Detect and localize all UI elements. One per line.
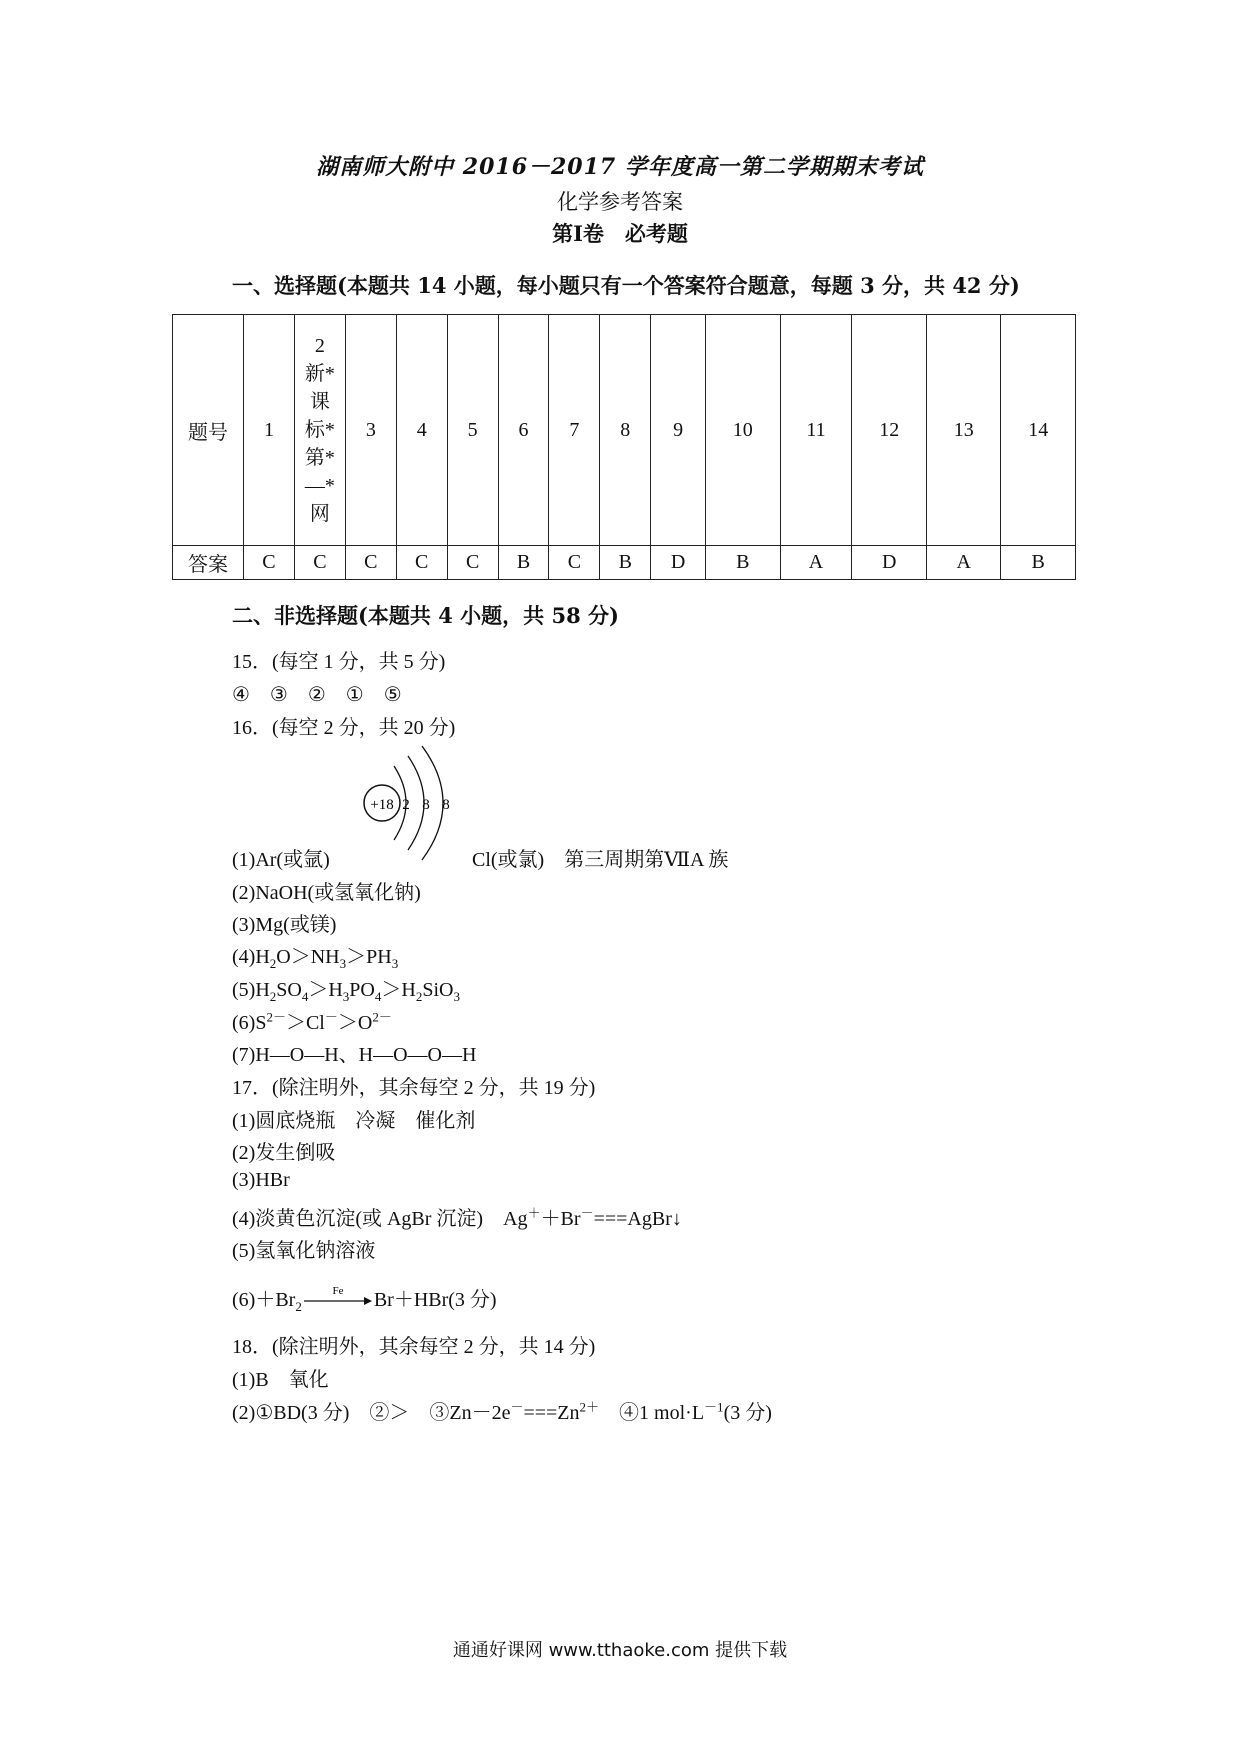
- volume-title: 第Ⅰ卷 必考题: [552, 221, 688, 246]
- answer-cell: D: [852, 546, 927, 580]
- q16-5-answer: $(5)H_2SO_4>H_3PO_4>H_2SiO_3$: [232, 979, 460, 1004]
- q16-6-answer: $(6)S^{2-}>Cl^->O^{2-}$: [232, 1009, 392, 1034]
- q2-char: 第*: [304, 447, 335, 469]
- q2-char: 2: [314, 335, 325, 357]
- answer-label-cell: 答案: [173, 546, 244, 580]
- shell-electron-count: 8: [422, 797, 430, 813]
- q18-heading: 18．(除注明外，其余每空 2 分，共 14 分): [232, 1336, 596, 1358]
- question-number-cell: 10: [706, 315, 781, 546]
- q16-7-answer: (7)H—O—H、H—O—O—H: [232, 1044, 477, 1066]
- question-number-cell: 6: [498, 315, 549, 546]
- answer-cell: B: [498, 546, 549, 580]
- q16-4-answer: $(4)H_2O>NH_3>PH_3$: [232, 946, 399, 971]
- answer-key-subtitle: 化学参考答案: [557, 190, 683, 214]
- q18-1-answer: (1)B 氧化: [232, 1369, 329, 1391]
- question-number-cell: 9: [651, 315, 706, 546]
- q17-5-answer: (5)氢氧化钠溶液: [232, 1240, 376, 1262]
- question-number-cell: 4: [396, 315, 447, 546]
- q16-1-answer-a: (1)Ar(或氩): [232, 849, 330, 871]
- answer-cell: B: [1001, 546, 1076, 580]
- question-number-cell: 3: [345, 315, 396, 546]
- q17-6-answer: $(6)+Br_2$ Fe Br＋HBr(3 分): [232, 1286, 497, 1314]
- question-number-row: [173, 315, 1076, 546]
- q2-char: 新*: [304, 363, 335, 385]
- reaction-arrow: [302, 1286, 374, 1308]
- q2-char: 标*: [304, 419, 335, 441]
- q17-1-answer: (1)圆底烧瓶 冷凝 催化剂: [232, 1110, 476, 1132]
- q17-3-answer: (3)HBr: [232, 1169, 290, 1191]
- argon-atom-structure-diagram: [360, 738, 470, 868]
- nucleus-charge: +18: [370, 797, 394, 813]
- question-number-cell: 14: [1001, 315, 1076, 546]
- answer-cell: C: [244, 546, 295, 580]
- shell-electron-count: 8: [442, 797, 450, 813]
- shell-electron-count: 2: [402, 797, 410, 813]
- answer-cell: B: [600, 546, 651, 580]
- q15-answers: ④ ③ ② ① ⑤: [232, 684, 402, 706]
- q16-heading: 16．(每空 2 分，共 20 分): [232, 717, 456, 739]
- answer-cell: C: [549, 546, 600, 580]
- section1-heading: 一、选择题(本题共 14 小题，每小题只有一个答案符合题意，每题 3 分，共 42 分): [232, 273, 1020, 298]
- question-number-cell: 1: [244, 315, 295, 546]
- answer-cell: B: [706, 546, 781, 580]
- question-number-cell-2: [294, 315, 345, 546]
- q2-char: —*: [304, 475, 335, 497]
- answer-cell: C: [294, 546, 345, 580]
- q16-3-answer: (3)Mg(或镁): [232, 914, 337, 936]
- q17-4-text: (4)淡黄色沉淀(或 AgBr 沉淀): [232, 1208, 484, 1230]
- answer-table: [172, 314, 1076, 580]
- q17-heading: 17．(除注明外，其余每空 2 分，共 19 分): [232, 1077, 596, 1099]
- answer-cell: C: [396, 546, 447, 580]
- q2-char: 网: [309, 503, 330, 525]
- q17-4-answer: (4)淡黄色沉淀(或 AgBr 沉淀) Ag＋＋Br－===AgBr↓: [232, 1205, 682, 1230]
- question-number-cell: 7: [549, 315, 600, 546]
- answer-cell: A: [780, 546, 852, 580]
- section2-heading: 二、非选择题(本题共 4 小题，共 58 分): [232, 603, 619, 628]
- q18-2-answer: (2)①BD(3 分) ②＞ $③Zn-2e^-===Zn^{2+}$ ④1 $mol\cdot L^{-1}(3$ 分): [232, 1399, 772, 1424]
- q16-2-answer: (2)NaOH(或氢氧化钠): [232, 882, 421, 904]
- q17-2-answer: (2)发生倒吸: [232, 1142, 336, 1164]
- question-label-cell: 题号: [173, 315, 244, 546]
- question-number-cell: 13: [926, 315, 1001, 546]
- q2-char: 课: [309, 391, 330, 413]
- answer-cell: C: [345, 546, 396, 580]
- answer-cell: A: [926, 546, 1001, 580]
- question-number-cell: 5: [447, 315, 498, 546]
- question-number-cell: 8: [600, 315, 651, 546]
- question-number-cell: 11: [780, 315, 852, 546]
- answer-cell: D: [651, 546, 706, 580]
- q15-heading: 15．(每空 1 分，共 5 分): [232, 651, 446, 673]
- question-number-cell: 12: [852, 315, 927, 546]
- catalyst-label: Fe: [332, 1286, 344, 1297]
- footer-source: 通通好课网 www.tthaoke.com 提供下载: [452, 1640, 788, 1661]
- answer-row: [173, 546, 1076, 580]
- exam-title: 湖南师大附中 2016－2017 学年度高一第二学期期末考试: [316, 154, 924, 180]
- q16-1-answer-b: Cl(或氯) 第三周期第ⅦA 族: [472, 849, 729, 871]
- answer-cell: C: [447, 546, 498, 580]
